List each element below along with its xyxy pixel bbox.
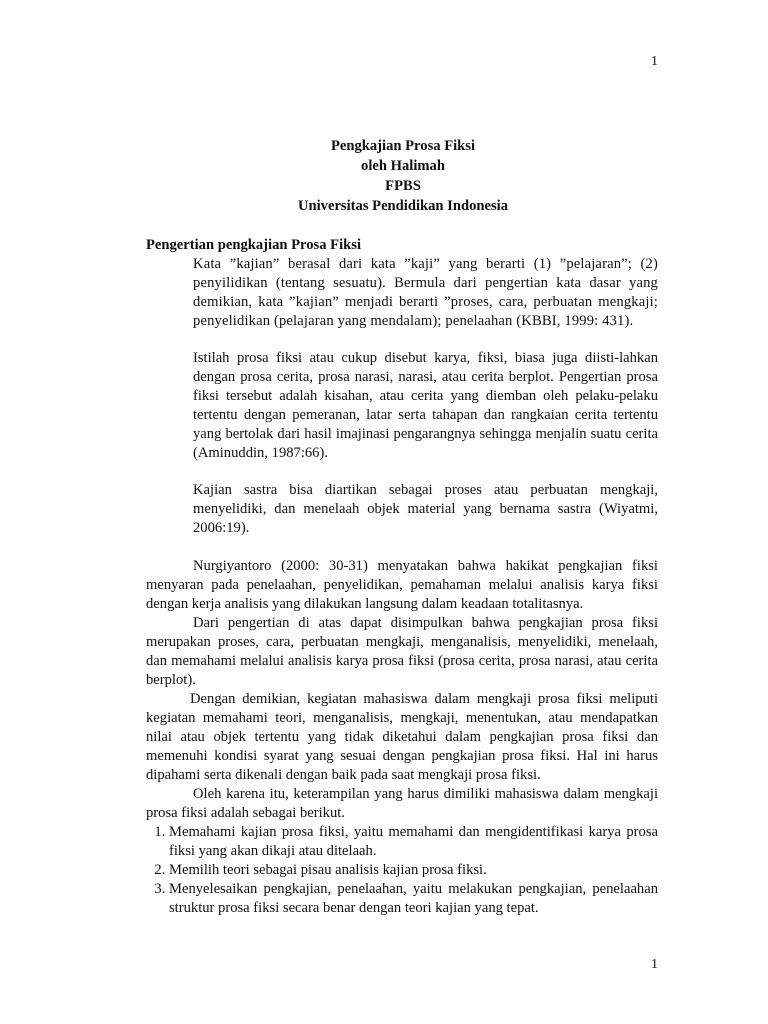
document-title: [0, 136, 768, 216]
paragraph-nurgiyantoro: Nurgiyantoro (2000: 30-31) menyatakan bahwa hakikat pengkajian fiksi menyaran pada penelaahan, penyelidikan, pemahaman melalui analisis karya fiksi dengan kerja analisis yang dilakukan langsung dalam keadaan totalitasnya.: [146, 558, 658, 612]
paragraph-kajian-sastra: Kajian sastra bisa diartikan sebagai proses atau perbuatan mengkaji, menyelidiki, dan menelaah objek material yang bernama sastra (Wiyatmi, 2006:19).: [193, 482, 658, 536]
title-line: Pengkajian Prosa Fiksi: [330, 138, 476, 154]
list-item: 1. Memahami kajian prosa fiksi, yaitu memahami dan mengidentifikasi karya prosa fiksi yang akan dikaji atau ditelaah.: [169, 823, 658, 861]
university-line: Universitas Pendidikan Indonesia: [297, 198, 509, 214]
paragraph-kajian-definition: Kata ”kajian” berasal dari kata ”kaji” yang berarti (1) ”pelajaran”; (2) penyilidikan (tentang sesuatu). Bermula dari pengertian kata dasar yang demikian, kata ”kajian” menjadi berarti ”proses, cara, perbuatan mengkaji; penyelidikan (pelajaran yang mendalam); penelaahan (KBBI, 1999: 431).: [193, 256, 658, 329]
author-line: oleh Halimah: [361, 158, 445, 174]
paragraph-prosa-fiksi-definition: Istilah prosa fiksi atau cukup disebut karya, fiksi, biasa juga diisti-lahkan dengan prosa cerita, prosa narasi, narasi, atau cerita berplot. Pengertian prosa fiksi tersebut adalah kisahan, atau cerita yang diemban oleh pelaku-pelaku tertentu dengan pemeranan, latar serta tahapan dan rangkaian cerita tertentu yang bertolak dari hasil imajinasi pengarangnya sehingga menjalin suatu cerita (Aminuddin, 1987:66).: [193, 350, 658, 461]
skills-list: [146, 823, 658, 918]
document-body: [146, 235, 658, 918]
list-item: 2. Memilih teori sebagai pisau analisis kajian prosa fiksi.: [169, 861, 658, 880]
faculty-line: FPBS: [385, 178, 421, 194]
paragraph-conclusion: Dari pengertian di atas dapat disimpulkan bahwa pengkajian prosa fiksi merupakan proses, cara, perbuatan mengkaji, menganalisis, menyelidiki, menelaah, dan memahami melalui analisis karya prosa fiksi (prosa cerita, prosa narasi, atau cerita berplot).: [146, 615, 658, 688]
paragraph-skills-intro: Oleh karena itu, keterampilan yang harus dimiliki mahasiswa dalam mengkaji prosa fiksi adalah sebagai berikut.: [146, 786, 658, 821]
section-heading: Pengertian pengkajian Prosa Fiksi: [146, 237, 362, 253]
paragraph-student-activities: Dengan demikian, kegiatan mahasiswa dalam mengkaji prosa fiksi meliputi kegiatan memahami teori, menganalisis, mengkaji, menentukan, atau mendapatkan nilai atau objek tertentu yang tidak diketahui dalam pengkajian prosa fiksi dan memenuhi kondisi syarat yang sesuai dengan pengkajian prosa fiksi. Hal ini harus dipahami serta dikenali dengan baik pada saat mengkaji prosa fiksi.: [146, 691, 658, 783]
list-item: 3. Menyelesaikan pengkajian, penelaahan, yaitu melakukan pengkajian, penelaahan struktur prosa fiksi secara benar dengan teori kajian yang tepat.: [169, 880, 658, 918]
page-number-bottom: 1: [651, 957, 658, 972]
page-number-top: 1: [651, 54, 658, 69]
